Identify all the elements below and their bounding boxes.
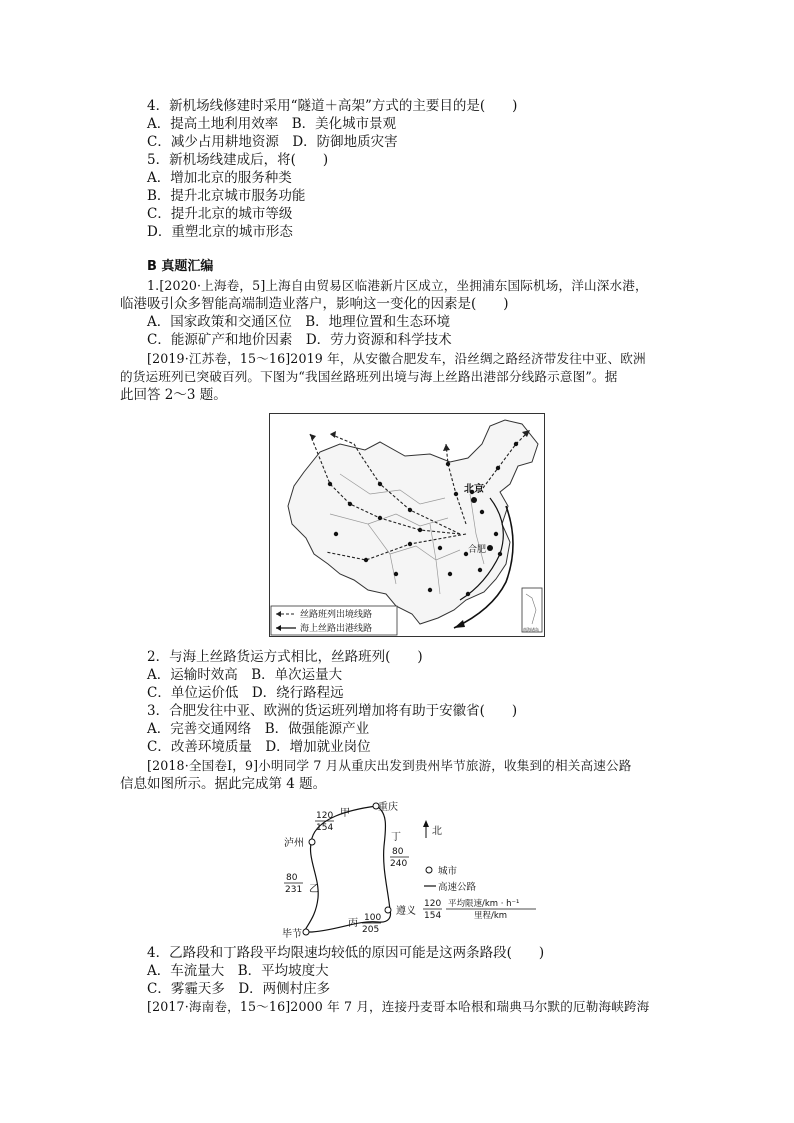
label-zunyi: 遵义 bbox=[396, 906, 416, 917]
segment-yi: 乙 bbox=[309, 884, 319, 895]
silk-road-route-map bbox=[269, 413, 545, 637]
city-marker-luzhou bbox=[309, 839, 315, 845]
inset-label: 南海诸岛 bbox=[523, 627, 539, 632]
label-bijie: 毕节 bbox=[282, 929, 302, 940]
segment-ding: 丁 bbox=[391, 832, 401, 843]
jia-speed: 120 bbox=[316, 811, 334, 821]
question-2-stem: 2．与海上丝路货运方式相比，丝路班列( ) bbox=[147, 649, 423, 665]
legend-dashed-label: 丝路班列出境线路 bbox=[300, 610, 373, 620]
question-4-options-ab: A．提高土地利用效率 B．美化城市景观 bbox=[147, 116, 397, 132]
question-4b-stem: 4．乙路段和丁路段平均限速均较低的原因可能是这两条路段( ) bbox=[147, 945, 545, 961]
intro-2-3-line2: 的货运班列已突破百列。下图为“我国丝路班列出境与海上丝路出港部分线路示意图”。据 bbox=[120, 369, 618, 384]
question-1-stem-line1: 1.[2020·上海卷，5]上海自由贸易区临港新片区成立，坐拥浦东国际机场，洋山深水港， bbox=[147, 278, 648, 293]
section-b-title: B 真题汇编 bbox=[147, 259, 214, 274]
label-luzhou: 泸州 bbox=[284, 838, 304, 849]
legend-dist-sample: 154 bbox=[424, 911, 442, 921]
question-3-options-cd: C．改善环境质量 D．增加就业岗位 bbox=[147, 739, 371, 755]
legend-city: 城市 bbox=[438, 866, 458, 877]
question-3-options-ab: A．完善交通网络 B．做强能源产业 bbox=[147, 721, 370, 737]
question-1-options-ab: A．国家政策和交通区位 B．地理位置和生态环境 bbox=[147, 314, 451, 330]
intro-2-3-line3: 此回答 2～3 题。 bbox=[120, 387, 227, 403]
question-2-options-cd: C．单位运价低 D．绕行路程远 bbox=[147, 685, 344, 701]
segment-bing: 丙 bbox=[348, 918, 358, 929]
intro-2017: [2017·海南卷，15～16]2000 年 7 月，连接丹麦哥本哈根和瑞典马尔默的厄勒海峡跨海 bbox=[147, 999, 650, 1014]
jia-dist: 154 bbox=[316, 823, 334, 833]
question-4b-options-ab: A．车流量大 B．平均坡度大 bbox=[147, 963, 329, 979]
city-marker-bijie bbox=[303, 929, 309, 935]
question-5-option-d: D．重塑北京的城市形态 bbox=[147, 224, 293, 240]
hefei-point bbox=[487, 545, 493, 551]
beijing-point bbox=[471, 497, 477, 503]
intro-4-line1: [2018·全国卷Ⅰ，9]小明同学 7 月从重庆出发到贵州毕节旅游，收集到的相关高速公路 bbox=[147, 758, 632, 773]
legend-dist-label: 里程/km bbox=[474, 911, 508, 921]
legend-speed-sample: 120 bbox=[424, 899, 442, 909]
question-4-stem: 4．新机场线修建时采用“隧道＋高架”方式的主要目的是( ) bbox=[147, 98, 518, 114]
bing-speed: 100 bbox=[364, 913, 382, 923]
question-4b-options-cd: C．雾霾天多 D．两侧村庄多 bbox=[147, 981, 331, 997]
china-outline bbox=[288, 420, 538, 624]
legend-road: 高速公路 bbox=[438, 882, 477, 893]
question-5-option-b: B．提升北京城市服务功能 bbox=[147, 188, 306, 204]
question-5-option-c: C．提升北京的城市等级 bbox=[147, 206, 293, 222]
legend-city-icon bbox=[426, 867, 432, 873]
question-5-option-a: A．增加北京的服务种类 bbox=[147, 170, 292, 186]
north-label: 北 bbox=[432, 826, 442, 837]
question-5-stem: 5．新机场线建成后，将( ) bbox=[147, 152, 329, 168]
legend-speed-label: 平均限速/km · h⁻¹ bbox=[448, 899, 520, 909]
label-chongqing: 重庆 bbox=[378, 802, 398, 813]
yi-speed: 80 bbox=[286, 873, 298, 883]
question-4-options-cd: C．减少占用耕地资源 D．防御地质灾害 bbox=[147, 134, 398, 150]
intro-4-line2: 信息如图所示。据此完成第 4 题。 bbox=[120, 776, 327, 792]
yi-dist: 231 bbox=[285, 885, 303, 895]
beijing-label: 北京 bbox=[464, 484, 484, 495]
intro-2-3-line1: [2019·江苏卷，15～16]2019 年，从安徽合肥发车，沿丝绸之路经济带发往中亚、欧洲 bbox=[147, 351, 646, 366]
question-2-options-ab: A．运输时效高 B．单次运量大 bbox=[147, 667, 343, 683]
segment-jia: 甲 bbox=[340, 808, 350, 819]
question-3-stem: 3．合肥发往中亚、欧洲的货运班列增加将有助于安徽省( ) bbox=[147, 703, 518, 719]
city-marker-zunyi bbox=[385, 907, 391, 913]
question-1-stem-line2: 临港吸引众多智能高端制造业落户，影响这一变化的因素是( ) bbox=[120, 296, 509, 312]
highway-diagram bbox=[278, 798, 538, 940]
legend-solid-label: 海上丝路出港线路 bbox=[300, 624, 373, 634]
bing-dist: 205 bbox=[362, 925, 380, 935]
question-1-options-cd: C．能源矿产和地价因素 D．劳力资源和科学技术 bbox=[147, 332, 452, 348]
ding-dist: 240 bbox=[390, 859, 408, 869]
hefei-label: 合肥 bbox=[468, 545, 487, 555]
ding-speed: 80 bbox=[392, 847, 404, 857]
